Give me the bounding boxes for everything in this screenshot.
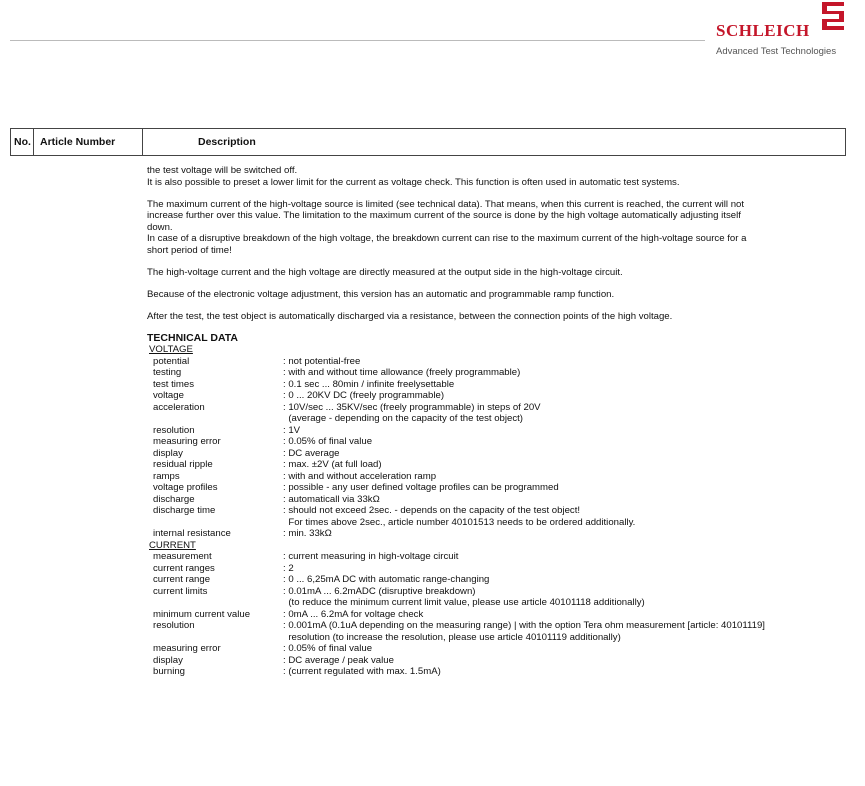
spec-row bbox=[147, 505, 837, 528]
spec-row bbox=[147, 655, 837, 667]
spec-row bbox=[147, 643, 837, 655]
current-spec-list bbox=[147, 551, 837, 678]
spec-row bbox=[147, 471, 837, 483]
paragraph-line: short period of time! bbox=[147, 244, 232, 256]
spec-row bbox=[147, 563, 837, 575]
column-no: No. bbox=[14, 136, 31, 148]
spec-value bbox=[283, 620, 837, 643]
spec-row bbox=[147, 390, 837, 402]
spec-label: residual ripple bbox=[153, 459, 213, 470]
spec-row bbox=[147, 551, 837, 563]
spec-value bbox=[283, 643, 837, 655]
spec-row bbox=[147, 494, 837, 506]
spec-value-line: : should not exceed 2sec. - depends on the capacity of the test object! bbox=[283, 505, 581, 516]
spec-label: internal resistance bbox=[153, 528, 231, 539]
spec-value-line: : possible - any user defined voltage profiles can be programmed bbox=[283, 482, 559, 493]
spec-row bbox=[147, 425, 837, 437]
spec-label: measuring error bbox=[153, 436, 221, 447]
spec-row bbox=[147, 459, 837, 471]
spec-value bbox=[283, 402, 837, 425]
spec-row bbox=[147, 482, 837, 494]
spec-value-line: (average - depending on the capacity of the test object) bbox=[283, 413, 523, 424]
logo-wordmark: SCHLEICH bbox=[716, 21, 810, 40]
spec-value-line: : 0.1 sec ... 80min / infinite freelysettable bbox=[283, 378, 455, 390]
spec-value-line: For times above 2sec., article number 40101513 needs to be ordered additionally. bbox=[283, 516, 636, 528]
spec-value bbox=[283, 609, 837, 621]
spec-value bbox=[283, 666, 837, 678]
spec-value-line: : max. ±2V (at full load) bbox=[283, 459, 382, 470]
spec-value-line: : min. 33kΩ bbox=[283, 528, 332, 539]
paragraph-line: It is also possible to preset a lower limit for the current as voltage check. This function is often used in automatic test systems. bbox=[147, 176, 680, 188]
spec-row bbox=[147, 609, 837, 621]
spec-value-line: : not potential-free bbox=[283, 355, 361, 367]
paragraph bbox=[147, 165, 837, 188]
spec-label: voltage bbox=[153, 390, 184, 401]
spec-row bbox=[147, 367, 837, 379]
spec-value bbox=[283, 551, 837, 563]
voltage-heading: VOLTAGE bbox=[149, 344, 193, 355]
spec-label: burning bbox=[153, 666, 186, 677]
spec-row bbox=[147, 436, 837, 448]
spec-row bbox=[147, 402, 837, 425]
spec-row bbox=[147, 379, 837, 391]
spec-value-line: : 10V/sec ... 35KV/sec (freely programmable) in steps of 20V bbox=[283, 401, 541, 413]
spec-label: resolution bbox=[153, 424, 195, 436]
spec-value bbox=[283, 390, 837, 402]
spec-label: voltage profiles bbox=[153, 482, 218, 493]
spec-row bbox=[147, 666, 837, 678]
spec-row bbox=[147, 528, 837, 540]
spec-label: measuring error bbox=[153, 643, 221, 654]
paragraph bbox=[147, 267, 837, 279]
spec-value-line: : 2 bbox=[283, 562, 294, 574]
spec-value bbox=[283, 367, 837, 379]
spec-value-line: : with and without time allowance (freely programmable) bbox=[283, 367, 521, 378]
spec-row bbox=[147, 574, 837, 586]
table-header bbox=[10, 128, 846, 156]
spec-value-line: resolution (to increase the resolution, please use article 40101119 additionally) bbox=[283, 631, 621, 643]
spec-label: discharge time bbox=[153, 505, 216, 516]
spec-label: acceleration bbox=[153, 401, 205, 413]
spec-label: testing bbox=[153, 367, 182, 378]
spec-label: current ranges bbox=[153, 562, 215, 574]
spec-value bbox=[283, 471, 837, 483]
description-paragraphs bbox=[147, 165, 837, 322]
spec-row bbox=[147, 448, 837, 460]
spec-row bbox=[147, 356, 837, 368]
spec-value-line: : automaticall via 33kΩ bbox=[283, 493, 380, 505]
spec-value bbox=[283, 655, 837, 667]
spec-value bbox=[283, 436, 837, 448]
spec-row bbox=[147, 586, 837, 609]
paragraph-line: the test voltage will be switched off. bbox=[147, 165, 298, 176]
column-article-number: Article Number bbox=[33, 129, 143, 155]
spec-value-line: : DC average / peak value bbox=[283, 654, 394, 666]
spec-label: display bbox=[153, 447, 183, 459]
spec-value bbox=[283, 494, 837, 506]
spec-label: potential bbox=[153, 355, 190, 367]
spec-value bbox=[283, 586, 837, 609]
spec-label: discharge bbox=[153, 493, 195, 505]
paragraph-line: After the test, the test object is automatically discharged via a resistance, between the connection points of the high voltage. bbox=[147, 310, 673, 322]
spec-value-line: : 0mA ... 6.2mA for voltage check bbox=[283, 608, 424, 620]
paragraph-line: increase further over this value. The limitation to the maximum current of the source is done by the high voltage automatically adjusting itself bbox=[147, 210, 741, 221]
spec-value-line: : 0 ... 20KV DC (freely programmable) bbox=[283, 390, 445, 401]
paragraph-line: The maximum current of the high-voltage source is limited (see technical data). That means, when this current is reached, the current will not bbox=[147, 198, 745, 210]
spec-value bbox=[283, 528, 837, 540]
spec-value-line: : current measuring in high-voltage circuit bbox=[283, 551, 459, 562]
spec-label: display bbox=[153, 654, 183, 666]
logo-mark-icon bbox=[822, 2, 844, 30]
paragraph-line: In case of a disruptive breakdown of the high voltage, the breakdown current can rise to the maximum current of the high-voltage source for a bbox=[147, 233, 747, 244]
spec-value-line: : 0.01mA ... 6.2mADC (disruptive breakdown) bbox=[283, 585, 476, 597]
spec-value-line: : 0.05% of final value bbox=[283, 643, 373, 654]
current-heading: CURRENT bbox=[149, 539, 196, 551]
spec-value-line: : 0 ... 6,25mA DC with automatic range-changing bbox=[283, 574, 490, 585]
technical-data-title: TECHNICAL DATA bbox=[147, 331, 238, 344]
spec-value bbox=[283, 425, 837, 437]
spec-label: current range bbox=[153, 574, 211, 585]
spec-value-line: : 0.05% of final value bbox=[283, 436, 373, 447]
spec-label: minimum current value bbox=[153, 608, 251, 620]
spec-value bbox=[283, 505, 837, 528]
spec-label: resolution bbox=[153, 620, 195, 631]
spec-value bbox=[283, 574, 837, 586]
spec-row bbox=[147, 620, 837, 643]
spec-label: test times bbox=[153, 378, 195, 390]
paragraph bbox=[147, 199, 837, 257]
spec-value-line: : with and without acceleration ramp bbox=[283, 470, 437, 482]
spec-value bbox=[283, 356, 837, 368]
spec-value-line: : DC average bbox=[283, 447, 340, 459]
document-body bbox=[147, 165, 837, 678]
spec-value-line: : 0.001mA (0.1uA depending on the measuring range) | with the option Tera ohm measurement [article: 40101119] bbox=[283, 620, 765, 631]
header-divider bbox=[10, 40, 705, 41]
spec-label: measurement bbox=[153, 551, 212, 562]
spec-label: current limits bbox=[153, 585, 208, 597]
paragraph-line: down. bbox=[147, 221, 173, 233]
column-description: Description bbox=[198, 136, 256, 148]
spec-value-line: : 1V bbox=[283, 424, 301, 436]
spec-value bbox=[283, 563, 837, 575]
schleich-logo bbox=[716, 2, 851, 58]
logo-tagline: Advanced Test Technologies bbox=[716, 46, 837, 57]
spec-label: ramps bbox=[153, 470, 180, 482]
spec-value bbox=[283, 482, 837, 494]
paragraph bbox=[147, 311, 837, 323]
spec-value-line: : (current regulated with max. 1.5mA) bbox=[283, 666, 441, 677]
spec-value bbox=[283, 379, 837, 391]
spec-value-line: (to reduce the minimum current limit value, please use article 40101118 additionally) bbox=[283, 597, 645, 608]
spec-value bbox=[283, 459, 837, 471]
paragraph-line: The high-voltage current and the high voltage are directly measured at the output side in the high-voltage circuit. bbox=[147, 266, 623, 278]
paragraph bbox=[147, 289, 837, 301]
spec-value bbox=[283, 448, 837, 460]
paragraph-line: Because of the electronic voltage adjustment, this version has an automatic and programmable ramp function. bbox=[147, 288, 615, 300]
voltage-spec-list bbox=[147, 356, 837, 540]
